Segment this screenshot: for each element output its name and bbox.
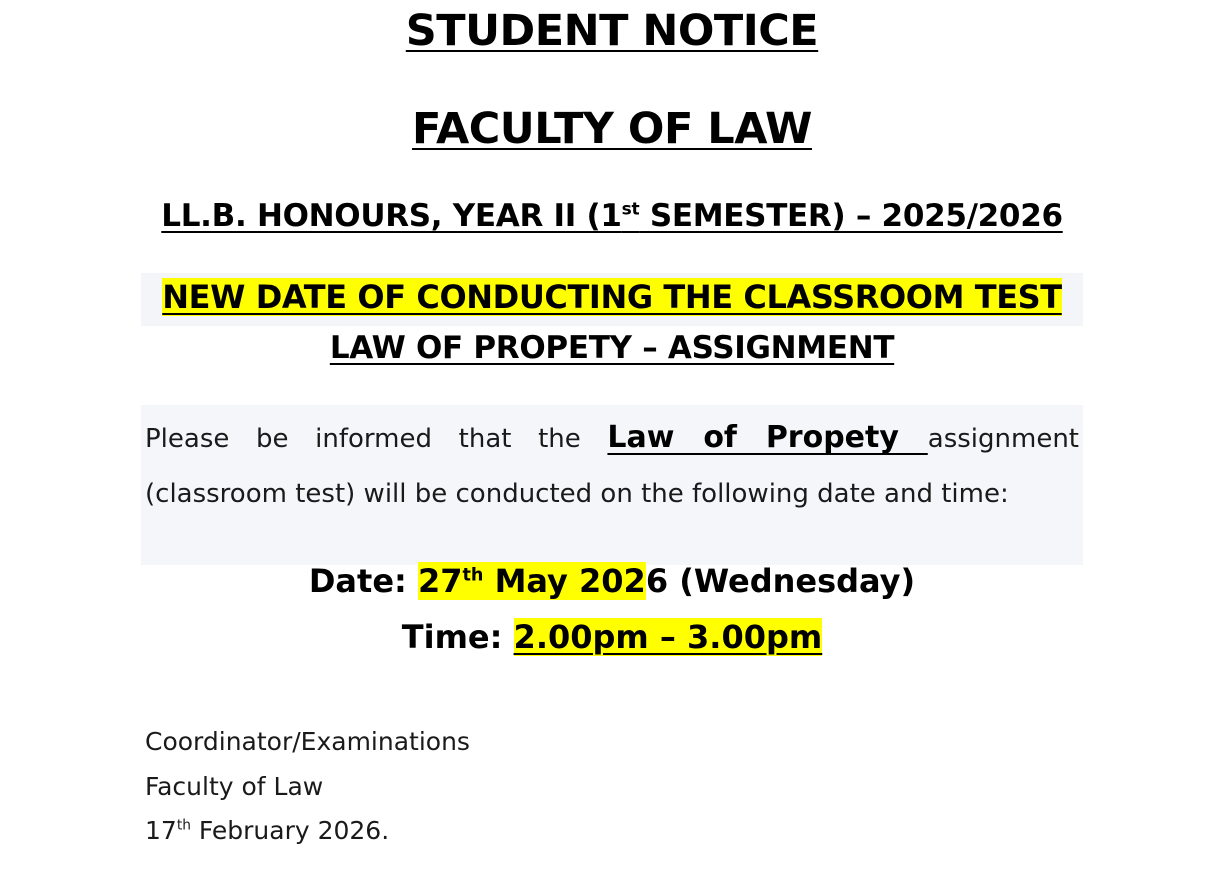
date-superscript: th bbox=[462, 565, 484, 586]
signature-date bbox=[145, 816, 389, 845]
paragraph-intro: Please be informed that the bbox=[145, 424, 608, 454]
programme-superscript: st bbox=[621, 199, 640, 220]
faculty-heading: FACULTY OF LAW bbox=[412, 104, 812, 154]
notice-paragraph bbox=[145, 410, 1079, 522]
date-label: Date: bbox=[308, 562, 418, 600]
paragraph-rest: assignment (classroom test) will be conducted on the following date and time: bbox=[145, 424, 1079, 509]
signature-date-rest: February 2026. bbox=[190, 816, 390, 845]
date-highlighted bbox=[418, 562, 646, 600]
programme-suffix: SEMESTER) – 2025/2026 bbox=[639, 198, 1063, 234]
test-time bbox=[0, 618, 1224, 656]
programme-heading bbox=[0, 198, 1224, 234]
date-tail: 6 (Wednesday) bbox=[645, 562, 916, 600]
signature-faculty: Faculty of Law bbox=[145, 772, 324, 801]
time-label: Time: bbox=[401, 618, 514, 656]
test-date bbox=[0, 562, 1224, 600]
signature-date-superscript: th bbox=[176, 817, 191, 834]
signature-date-day: 17 bbox=[145, 816, 177, 845]
time-value: 2.00pm – 3.00pm bbox=[513, 618, 823, 656]
programme-prefix: LL.B. HONOURS, YEAR II (1 bbox=[161, 198, 622, 234]
date-day: 27 bbox=[417, 562, 463, 600]
signature-role: Coordinator/Examinations bbox=[145, 727, 470, 756]
subject-heading: LAW OF PROPETY – ASSIGNMENT bbox=[329, 330, 895, 366]
notice-heading: STUDENT NOTICE bbox=[405, 6, 819, 56]
announcement-heading bbox=[0, 278, 1224, 316]
date-month-year: May 202 bbox=[483, 562, 646, 600]
course-name: Law of Propety bbox=[607, 420, 928, 455]
announcement-text: NEW DATE OF CONDUCTING THE CLASSROOM TEST bbox=[162, 278, 1062, 316]
